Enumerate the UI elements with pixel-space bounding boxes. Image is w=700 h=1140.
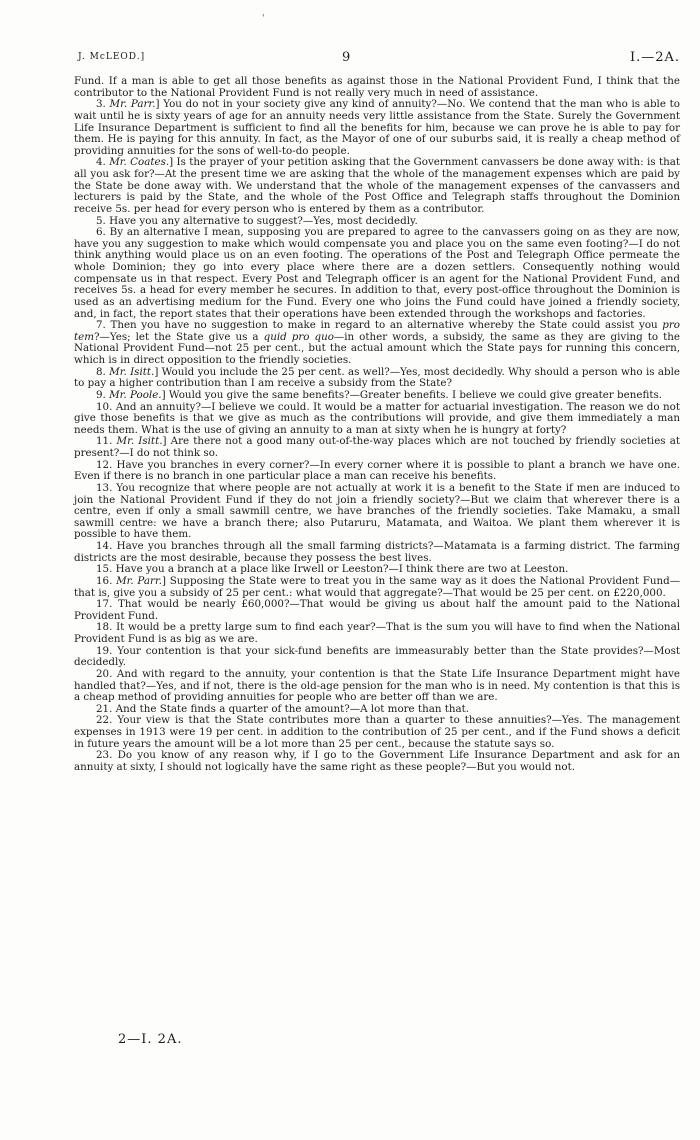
paragraph-text: 10. And an annuity?—I believe we could. It would be a matter for actuarial investigation. The reason we do not give those benefits is that we give as much as the contributions will provide, and give them immediately a man needs them. What is the use of giving an annuity to a man at sixty when he is hungry at forty? (74, 400, 680, 436)
paragraph (74, 320, 680, 367)
paragraph (74, 646, 680, 669)
paragraph (74, 576, 680, 599)
paragraph (74, 483, 680, 541)
paragraph-text: ] Supposing the State were to treat you in the same way as it does the National Provident Fund—that is, give you a subsidy of 25 per cent.: what would that aggregate?—That would be 25 per cent. on £220,000. (74, 574, 680, 599)
paragraph (74, 750, 680, 773)
document-reference: I.—2A. (629, 50, 680, 65)
paragraph-text: 22. Your view is that the State contributes more than a quarter to these annuities?—Yes. The management expenses in 1913 were 19 per cent. in addition to the contribution of 25 per cent., and if the Fund shows a deficit in future years the amount will be a lot more than 25 per cent., because the statute says so. (74, 714, 680, 750)
paragraph (74, 99, 680, 157)
stray-mark: ' (262, 14, 265, 24)
paragraph-text: 14. Have you branches through all the small farming districts?—Matamata is a farming district. The farming districts are the most desirable, because they possess the best lives. (74, 540, 680, 564)
speaker-name: pro tem (74, 319, 680, 343)
paragraph (74, 541, 680, 564)
paragraph (74, 402, 680, 437)
paragraph (74, 669, 680, 704)
paragraph-text: 18. It would be a pretty large sum to find each year?—That is the sum you will have to find when the National Provident Fund is as big as we are. (74, 621, 680, 645)
paragraph-text: 20. And with regard to the annuity, your contention is that the State Life Insurance Department might have handled that?—Yes, and if not, there is the old-age pension for the man who is in need. My contention is that this is a cheap method of providing annuities for people who are better off than we are. (74, 667, 680, 704)
paragraph-text: 16. (96, 574, 117, 587)
paragraph (74, 157, 680, 215)
paragraph (74, 227, 680, 320)
page-number: 9 (342, 50, 351, 65)
paragraph (74, 622, 680, 645)
paragraph-text: 12. Have you branches in every corner?—In every corner where it is possible to plant a branch we have one. Even if there is no branch in one particular place a man can receive his benefits. (74, 458, 680, 483)
paragraph-text: 13. You recognize that where people are not actually at work it is a benefit to the State if men are induced to join the National Provident Fund if they do not join a friendly society?—But we claim that wherever there is a centre, even if only a small sawmill centre, we have branches of the friendly societies. Take Mamaku, a small sawmill centre: we have a branch there; also Putaruru, Matamata, and Waitoa. We plant them wherever it is possible to have them. (74, 481, 680, 541)
paragraph-text: —in other words, a subsidy, the same as they are giving to the National Provident Fund—not 25 per cent., but the actual amount which the State pays for running this concern, which is in direct opposition to the friendly societies. (74, 330, 680, 366)
speaker-name: Mr. Parr. (109, 98, 156, 111)
paragraph-text: 6. By an alternative I mean, supposing you are prepared to agree to the canvassers going on as they are now, have you any suggestion to make which would compensate you and place you on the same even footing?—I do not think anything would place us on an even footing. The operations of the Post and Telegraph Office permeate the whole Dominion; they go into every place where there are a dozen settlers. Consequently nothing would compensate us in that respect. Every Post and Telegraph officer is an agent for the National Provident Fund, and receives 5s. a head for every member he secures. In addition to that, every post-office throughout the Dominion is used as an advertising medium for the Fund. Every one who joins the Fund could have joined a friendly society, and, in fact, the report states that their operations have been extended through the workshops and factories. (74, 226, 680, 320)
paragraph (74, 715, 680, 750)
paragraph-text: ] Are there not a good many out-of-the-way places which are not touched by friendly societies at present?—I do not think so. (74, 435, 680, 459)
paragraph-text: 9. (96, 388, 110, 401)
paragraph-text: 3. (96, 98, 110, 111)
paragraph (74, 76, 680, 99)
paragraph-text: 15. Have you a branch at a place like Irwell or Leeston?—I think there are two at Leeston. (96, 563, 569, 576)
speaker-name: Mr. Poole. (109, 388, 162, 401)
speaker-name: Mr. Isitt. (109, 365, 155, 378)
speaker-name: Mr. Isitt. (116, 435, 163, 448)
page-header (78, 50, 680, 66)
paragraph (74, 460, 680, 483)
speaker-name: Mr. Coates. (109, 156, 170, 169)
paragraph (74, 436, 680, 459)
document-body (74, 76, 680, 774)
paragraph-text: 19. Your contention is that your sick-fund benefits are immeasurably better than the State provides?—Most decidedly. (74, 644, 680, 669)
paragraph-text: ] Would you include the 25 per cent. as well?—Yes, most decidedly. Why should a person who is able to pay a higher contribution than I am receive a subsidy from the State? (74, 365, 680, 390)
paragraph-text: 23. Do you know of any reason why, if I go to the Government Life Insurance Department and ask for an annuity at sixty, I should not logically have the same right as these people?—But you would not. (74, 749, 680, 773)
paragraph-text: 8. (96, 365, 110, 378)
signature-mark: 2—I. 2A. (118, 1032, 183, 1047)
paragraph-text: Fund. If a man is able to get all those benefits as against those in the National Provident Fund, I think that the contributor to the National Provident Fund is not really very much in need of assistance. (74, 75, 680, 99)
header-witness-name: J. McLEOD.] (78, 52, 146, 62)
speaker-name: quid pro quo (263, 330, 334, 343)
paragraph-text: 5. Have you any alternative to suggest?—Yes, most decidedly. (96, 214, 418, 227)
paragraph-text: 21. And the State finds a quarter of the amount?—A lot more than that. (96, 702, 470, 715)
paragraph-text: 7. Then you have no suggestion to make in regard to an alternative whereby the State could assist you (96, 319, 663, 332)
speaker-name: Mr. Parr. (116, 574, 163, 587)
paragraph-text: ?—Yes; let the State give us a (94, 330, 264, 343)
paragraph-text: ] Is the prayer of your petition asking that the Government canvassers be done away with: is that all you ask for?—At the present time we are asking that the whole of the management expenses which are paid by the State be done away with. We understand that the whole of the management expenses of the canvassers and lecturers is paid by the State, and the whole of the Post Office and Telegraph staffs throughout the Dominion receive 5s. per head for every person who is entered by them as a contributor. (74, 156, 680, 215)
paragraph-text: 4. (96, 156, 110, 169)
paragraph-text: 17. That would be nearly £60,000?—That would be giving us about half the amount paid to the National Provident Fund. (74, 598, 680, 622)
paragraph-text: 11. (96, 435, 117, 448)
paragraph (74, 367, 680, 390)
paragraph-text: ] You do not in your society give any kind of annuity?—No. We contend that the man who is able to wait until he is sixty years of age for an annuity needs very little assistance from the State. Surely the Government Life Insurance Department is sufficient to find all the benefits for him, because we can prove he is able to pay for them. He is paying for this annuity. In fact, as the Mayor of one of our suburbs said, it is really a cheap method of providing annuities for the sons of well-to-do people. (74, 98, 680, 157)
paragraph-text: ] Would you give the same benefits?—Greater benefits. I believe we could give greater benefits. (161, 388, 663, 401)
paragraph (74, 599, 680, 622)
